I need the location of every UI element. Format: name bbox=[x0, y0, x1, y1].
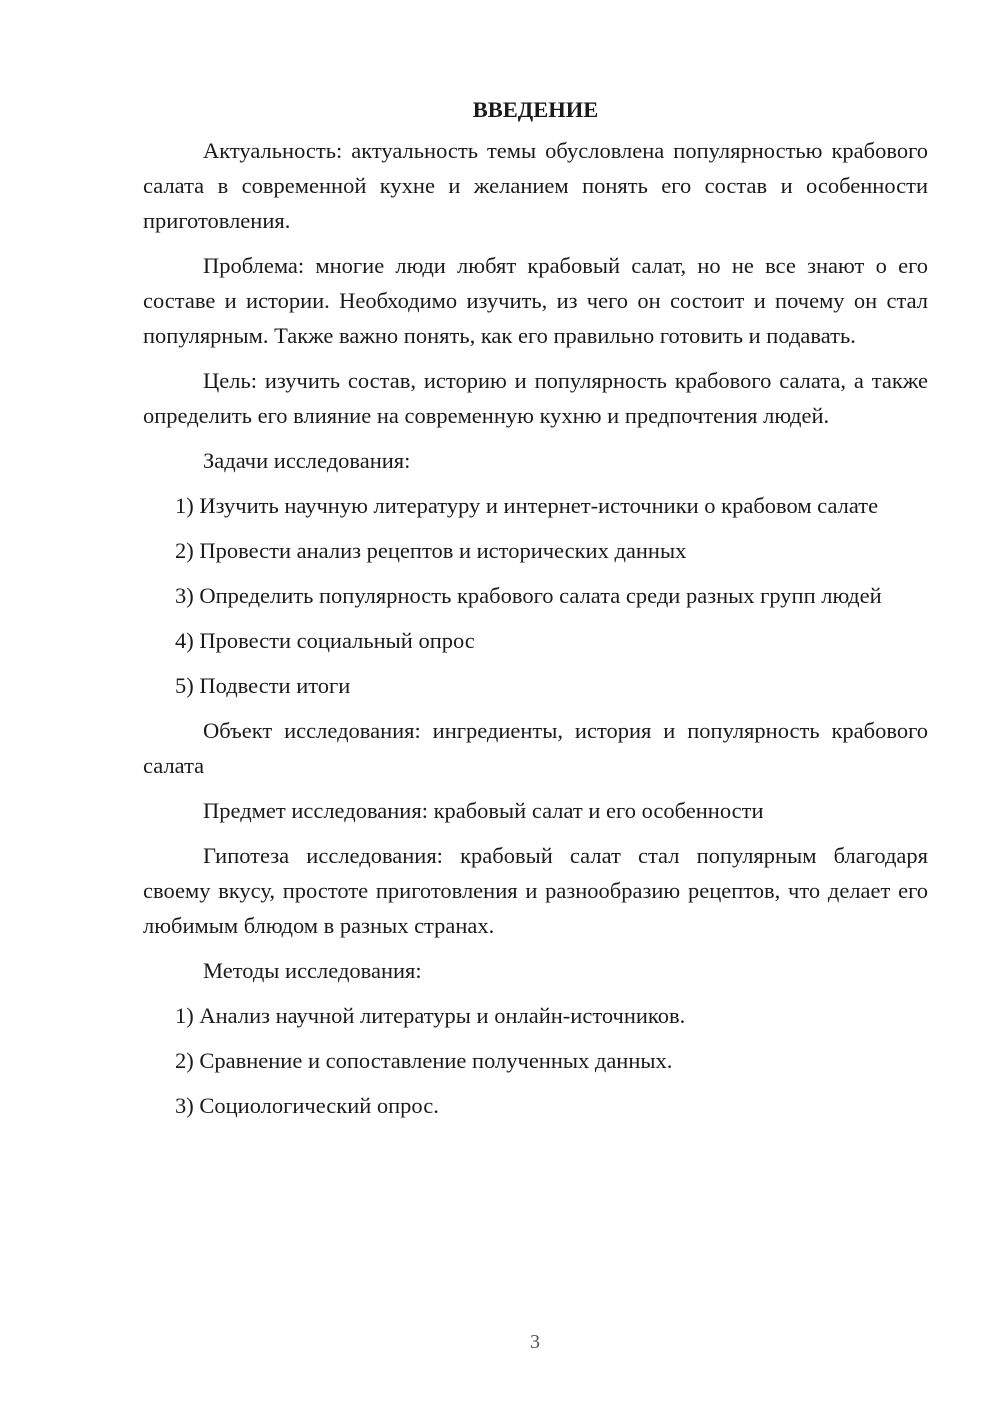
method-item: 1) Анализ научной литературы и онлайн-источников. bbox=[175, 1003, 686, 1028]
task-item: 1) Изучить научную литературу и интернет-источники о крабовом салате bbox=[175, 493, 879, 518]
task-item: 4) Провести социальный опрос bbox=[175, 628, 475, 653]
task-item: 5) Подвести итоги bbox=[175, 673, 351, 698]
relevance-paragraph: Актуальность: актуальность темы обусловлена популярностью крабового салата в современной кухне и желанием понять его состав и особенности приготовления. bbox=[143, 138, 928, 233]
document-page bbox=[143, 92, 928, 1123]
section-heading: ВВЕДЕНИЕ bbox=[472, 97, 599, 122]
method-item: 3) Социологический опрос. bbox=[175, 1093, 439, 1118]
goal-paragraph: Цель: изучить состав, историю и популярность крабового салата, а также определить его влияние на современную кухню и предпочтения людей. bbox=[143, 368, 928, 428]
problem-paragraph: Проблема: многие люди любят крабовый салат, но не все знают о его составе и истории. Необходимо изучить, из чего он состоит и почему он стал популярным. Также важно понять, как его правильно готовить и подавать. bbox=[143, 253, 928, 348]
method-item: 2) Сравнение и сопоставление полученных данных. bbox=[175, 1048, 673, 1073]
methods-title: Методы исследования: bbox=[203, 958, 422, 983]
task-item: 2) Провести анализ рецептов и исторических данных bbox=[175, 538, 687, 563]
page-number: 3 bbox=[530, 1331, 540, 1353]
hypothesis-paragraph: Гипотеза исследования: крабовый салат стал популярным благодаря своему вкусу, простоте приготовления и разнообразию рецептов, что делает его любимым блюдом в разных странах. bbox=[143, 843, 928, 938]
subject-paragraph: Предмет исследования: крабовый салат и его особенности bbox=[203, 798, 764, 823]
object-paragraph: Объект исследования: ингредиенты, история и популярность крабового салата bbox=[143, 718, 928, 778]
tasks-title: Задачи исследования: bbox=[203, 448, 411, 473]
task-item: 3) Определить популярность крабового салата среди разных групп людей bbox=[175, 583, 882, 608]
